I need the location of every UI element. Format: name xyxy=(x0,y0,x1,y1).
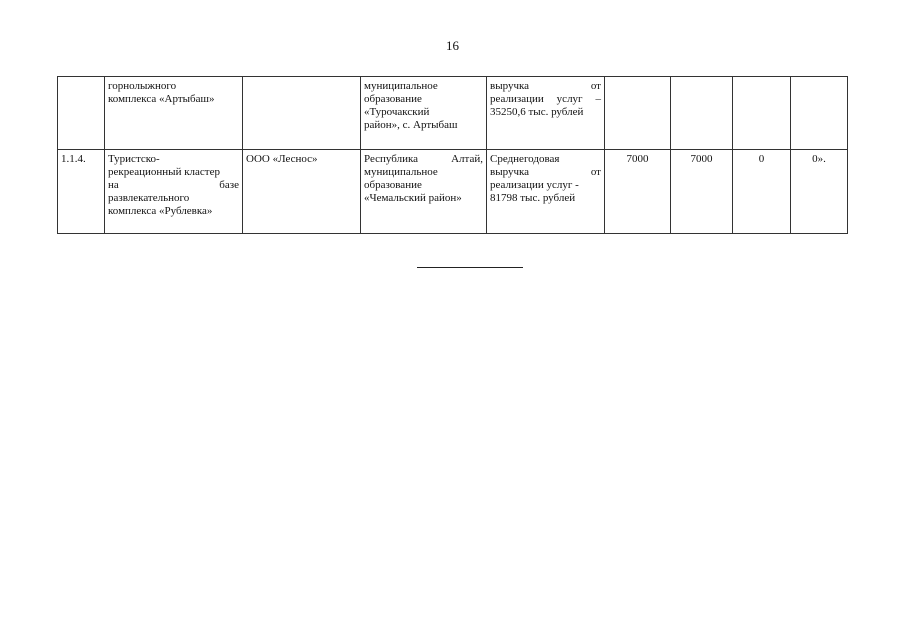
cell-line: 81798 тыс. рублей xyxy=(490,192,576,204)
cell-line: образование xyxy=(364,179,422,191)
cell-value-1 xyxy=(605,77,671,150)
cell-line: реализации услуг – xyxy=(490,93,601,105)
cell-location xyxy=(361,77,487,150)
cell-line: выручка от xyxy=(490,80,601,92)
cell-value-3 xyxy=(733,77,791,150)
cell-line: «Чемальский район» xyxy=(364,192,462,204)
cell-line: образование xyxy=(364,93,422,105)
cell-project-name xyxy=(105,77,243,150)
cell-project-name xyxy=(105,150,243,234)
cell-line: реализации услуг - xyxy=(490,179,579,191)
data-table xyxy=(57,76,848,234)
cell-value-2: 7000 xyxy=(671,150,733,234)
cell-line: муниципальное xyxy=(364,80,438,92)
cell-line: комплекса «Артыбаш» xyxy=(108,93,215,105)
cell-line: Республика Алтай, xyxy=(364,153,483,165)
cell-line: рекреационный кластер xyxy=(108,166,220,178)
cell-line: «Турочакский xyxy=(364,106,430,118)
cell-line: 35250,6 тыс. рублей xyxy=(490,106,584,118)
cell-line: выручка от xyxy=(490,166,601,178)
cell-value-4: 0». xyxy=(791,150,848,234)
cell-indicator xyxy=(487,77,605,150)
cell-line: муниципальное xyxy=(364,166,438,178)
cell-organization: ООО «Леснос» xyxy=(243,150,361,234)
cell-indicator xyxy=(487,150,605,234)
cell-line: Туристско- xyxy=(108,153,160,165)
cell-line: горнолыжного xyxy=(108,80,177,92)
cell-value-3: 0 xyxy=(733,150,791,234)
cell-line: район», с. Артыбаш xyxy=(364,119,458,131)
cell-number: 1.1.4. xyxy=(58,150,105,234)
page-number: 16 xyxy=(446,38,459,53)
cell-value-2 xyxy=(671,77,733,150)
table-row xyxy=(58,150,848,234)
table-row xyxy=(58,77,848,150)
cell-value-1: 7000 xyxy=(605,150,671,234)
cell-value-4 xyxy=(791,77,848,150)
end-rule-divider xyxy=(417,267,523,268)
cell-number xyxy=(58,77,105,150)
cell-organization xyxy=(243,77,361,150)
cell-line: Среднегодовая xyxy=(490,153,560,165)
cell-line: развлекательного xyxy=(108,192,190,204)
cell-line: комплекса «Рублевка» xyxy=(108,205,213,217)
cell-line: на базе xyxy=(108,179,239,191)
cell-location xyxy=(361,150,487,234)
